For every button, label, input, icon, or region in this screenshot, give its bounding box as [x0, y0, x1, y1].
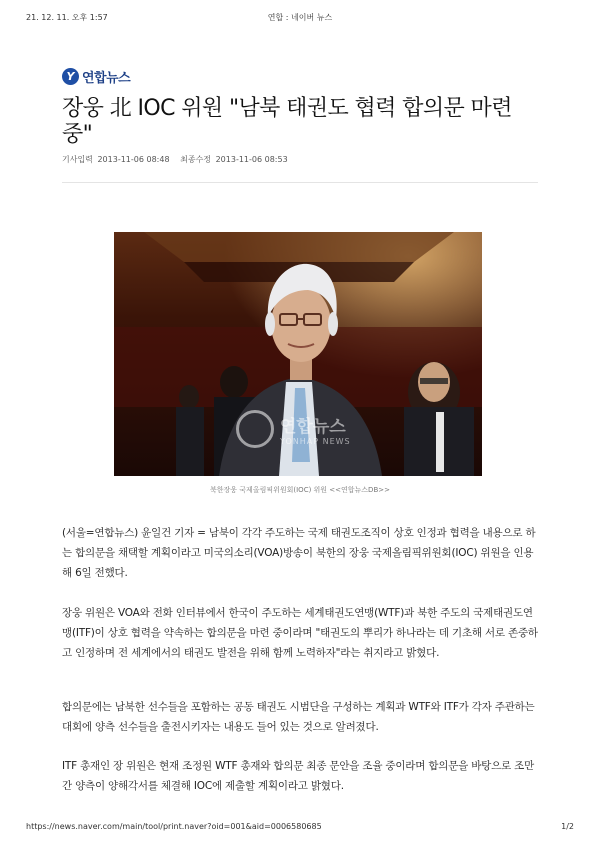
- page-number: 1/2: [561, 822, 574, 831]
- article-meta: [62, 154, 290, 165]
- article-paragraph-3: 합의문에는 남북한 선수들을 포함하는 공동 태권도 시범단을 구성하는 계획과 WTF와 ITF가 각자 주관하는 대회에 양측 선수들을 출전시키자는 내용도 들어 있는 것으로 알려졌다.: [62, 701, 535, 733]
- yonhap-logo-text: 연합뉴스: [82, 70, 131, 86]
- article-photo: [114, 232, 482, 476]
- article-paragraph-2: 장웅 위원은 VOA와 전화 인터뷰에서 한국이 주도하는 세계태권도연맹(WTF)과 북한 주도의 국제태권도연맹(ITF)이 상호 협력을 약속하는 합의문을 마련 중이라며 "태권도의 뿌리가 하나라는 데 기초해 서로 존중하고 인정하며 전 세계에서의 태권도 발전을 위해 함께 노력하자"라는 취지라고 밝혔다.: [62, 607, 538, 659]
- published-label: 기사입력: [62, 155, 93, 164]
- published-time: 2013-11-06 08:48: [97, 155, 170, 164]
- photo-caption: 북한장웅 국제올림픽위원회(IOC) 위원 <<연합뉴스DB>>: [210, 486, 390, 494]
- print-page-title: 연합 : 네이버 뉴스: [267, 13, 333, 22]
- article-paragraph-1: (서울=연합뉴스) 윤일건 기자 = 남북이 각각 주도하는 국제 태권도조직이 상호 인정과 협력을 내용으로 하는 합의문을 채택할 계획이라고 미국의소리(VOA)방송이 북한의 장웅 국제올림픽위원회(IOC) 위원을 인용해 6일 전했다.: [62, 527, 536, 579]
- modified-time: 2013-11-06 08:53: [215, 155, 288, 164]
- yonhap-logo[interactable]: [62, 66, 130, 86]
- modified-label: 최종수정: [180, 155, 212, 164]
- print-datetime: 21. 12. 11. 오후 1:57: [26, 13, 108, 22]
- watermark-logo-icon: [236, 410, 274, 448]
- watermark-text: 연합뉴스: [280, 417, 346, 437]
- print-url: https://news.naver.com/main/tool/print.naver?oid=001&aid=0006580685: [26, 822, 322, 831]
- article-headline: 장웅 北 IOC 위원 "남북 태권도 협력 합의문 마련 중": [62, 96, 512, 147]
- yonhap-logo-icon: Y: [62, 68, 79, 85]
- print-header: [26, 12, 574, 26]
- article-paragraph-4: ITF 총재인 장 위원은 현재 조정원 WTF 총재와 합의문 최종 문안을 조율 중이라며 합의문을 바탕으로 조만간 양측이 양해각서를 체결해 IOC에 제출할 계획이라고 밝혔다.: [62, 760, 535, 792]
- watermark-text-en: YONHAP NEWS: [280, 437, 351, 446]
- yonhap-watermark: [236, 410, 351, 448]
- header-divider: [62, 182, 538, 183]
